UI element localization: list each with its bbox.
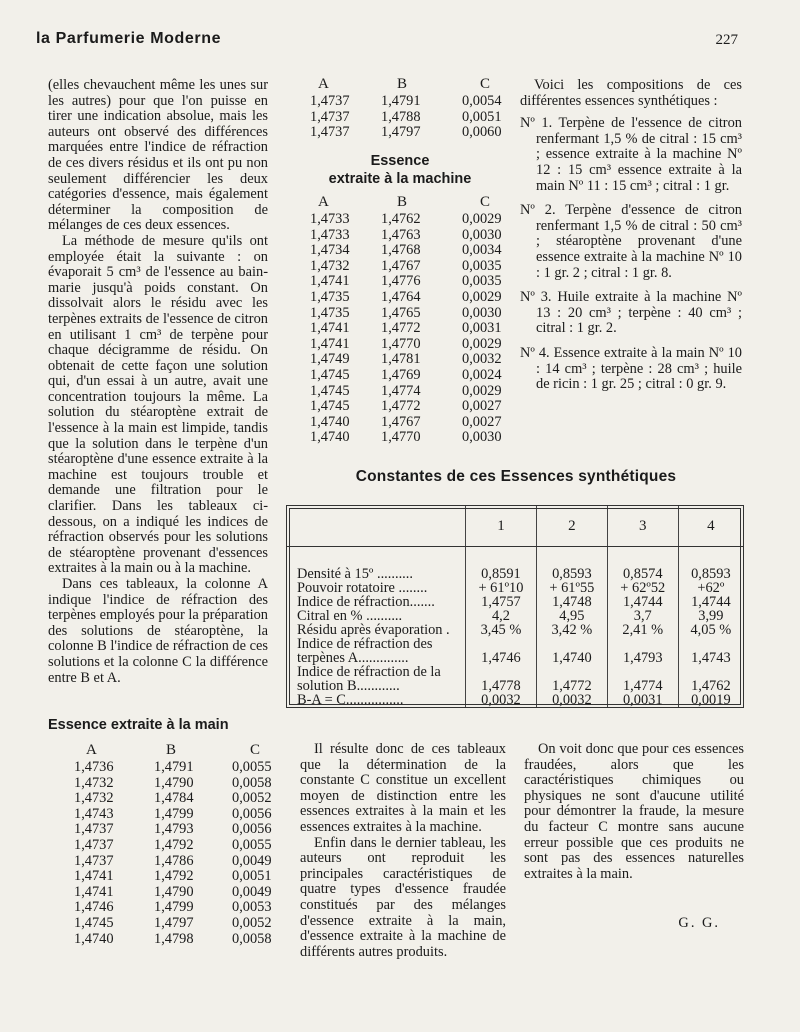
cell-a: 1,4740 — [74, 930, 114, 947]
cell-b: 1,4786 — [154, 852, 194, 869]
cell-a: 1,4745 — [74, 914, 114, 931]
cell-a: 1,4733 — [310, 211, 350, 227]
compositions-list — [520, 78, 742, 402]
cell-b: 1,4784 — [154, 790, 194, 807]
constants-value-1: 0,8591 — [466, 567, 537, 581]
table-row — [74, 916, 310, 932]
constants-row-label: Pouvoir rotatoire ........ — [297, 580, 428, 596]
cell-a: 1,4736 — [74, 759, 114, 775]
constants-value-4: 1,4744 — [678, 595, 743, 609]
table-main-title: Essence extraite à la main — [48, 717, 229, 733]
cell-b: 1,4770 — [381, 335, 421, 352]
cell-c: 0,0054 — [462, 93, 502, 109]
composition-item-4: Nº 4. Essence extraite à la main Nº 10 : 14 cm³ ; terpène : 28 cm³ ; huile de ricin : 1 gr. 25 ; citral : 0 gr. 9. — [520, 344, 742, 393]
constants-col-3: 3 — [607, 506, 678, 547]
cell-b: 1,4798 — [154, 930, 194, 947]
col-c-header: C — [250, 742, 261, 758]
table-row — [310, 399, 540, 415]
composition-item-3: Nº 3. Huile extraite à la machine Nº 13 : 20 cm³ ; terpène : 40 cm³ ; citral : 1 gr. 2. — [520, 289, 742, 337]
table-row — [310, 368, 540, 384]
cell-b: 1,4790 — [154, 883, 194, 900]
cell-c: 0,0049 — [232, 883, 272, 900]
table-row — [310, 110, 540, 126]
table-machine-title — [305, 152, 495, 188]
cell-a: 1,4737 — [74, 821, 114, 838]
col-b-header: B — [397, 194, 408, 210]
constants-value-2: 0,0032 — [536, 693, 607, 707]
cell-c: 0,0051 — [462, 108, 502, 125]
cell-c: 0,0056 — [232, 805, 272, 822]
table-row — [310, 321, 540, 337]
constants-row-label: Indice de réfraction de la solution B............ — [297, 664, 441, 694]
composition-item-2: Nº 2. Terpène d'essence de citron renfermant 1,5 % de citral : 50 cm³ ; stéaroptène provenant d'une essence extraite à la machine Nº 10 : 1 gr. 2 ; citral : 1 gr. 8. — [520, 202, 742, 281]
cell-c: 0,0024 — [462, 366, 502, 383]
cell-b: 1,4792 — [154, 836, 194, 853]
constants-header-row — [287, 506, 743, 547]
table-header-row — [310, 192, 540, 212]
table-row — [310, 228, 540, 244]
constants-col-2: 2 — [536, 506, 607, 547]
constants-value-2: 4,95 — [536, 609, 607, 623]
constants-value-4: 1,4762 — [678, 665, 743, 693]
table-row — [74, 885, 310, 901]
cell-b: 1,4767 — [381, 257, 421, 274]
constants-table-frame — [286, 505, 744, 708]
constants-value-1: + 61º10 — [466, 581, 537, 595]
col-a-header: A — [318, 194, 329, 210]
cell-a: 1,4741 — [310, 273, 350, 290]
cell-c: 0,0030 — [462, 304, 502, 321]
constants-value-2: 1,4772 — [536, 665, 607, 693]
cell-c: 0,0027 — [462, 413, 502, 430]
cell-c: 0,0056 — [232, 821, 272, 838]
table-row — [74, 807, 310, 823]
cell-c: 0,0030 — [462, 226, 502, 243]
bottom-right-text — [524, 742, 744, 932]
constants-row — [287, 581, 743, 595]
cell-c: 0,0055 — [232, 759, 272, 775]
constants-value-3: 0,0031 — [607, 693, 678, 707]
table-row — [310, 274, 540, 290]
cell-c: 0,0058 — [232, 774, 272, 791]
cell-a: 1,4745 — [310, 366, 350, 383]
constants-value-3: 0,8574 — [607, 567, 678, 581]
constants-row — [287, 693, 743, 707]
table-header-row — [74, 740, 310, 760]
cell-b: 1,4774 — [381, 382, 421, 399]
cell-a: 1,4735 — [310, 304, 350, 321]
cell-b: 1,4767 — [381, 413, 421, 430]
cell-a: 1,4737 — [310, 124, 350, 141]
table-row — [74, 869, 310, 885]
cell-b: 1,4791 — [154, 759, 194, 775]
table-row — [310, 243, 540, 259]
cell-b: 1,4772 — [381, 398, 421, 415]
cell-a: 1,4734 — [310, 242, 350, 259]
cell-b: 1,4772 — [381, 320, 421, 337]
cell-c: 0,0035 — [462, 273, 502, 290]
journal-title: la Parfumerie Moderne — [36, 30, 222, 47]
cell-a: 1,4740 — [310, 429, 350, 446]
constants-value-1: 1,4757 — [466, 595, 537, 609]
cell-a: 1,4732 — [74, 790, 114, 807]
cell-c: 0,0053 — [232, 899, 272, 916]
cell-c: 0,0032 — [462, 351, 502, 368]
table-machine-title-line1: Essence — [370, 153, 430, 169]
cell-b: 1,4791 — [381, 93, 421, 109]
col-a-header: A — [86, 742, 97, 758]
cell-c: 0,0060 — [462, 124, 502, 141]
cell-a: 1,4737 — [74, 852, 114, 869]
cell-b: 1,4776 — [381, 273, 421, 290]
constants-value-3: + 62º52 — [607, 581, 678, 595]
cell-a: 1,4740 — [310, 413, 350, 430]
constants-value-3: 2,41 % — [607, 623, 678, 637]
cell-b: 1,4797 — [381, 124, 421, 141]
cell-a: 1,4735 — [310, 288, 350, 305]
cell-c: 0,0052 — [232, 914, 272, 931]
constants-row — [287, 665, 743, 693]
col-b-header: B — [166, 742, 177, 758]
col-c-header: C — [480, 76, 491, 92]
table-row — [310, 384, 540, 400]
constants-value-4: 0,8593 — [678, 567, 743, 581]
cell-c: 0,0029 — [462, 382, 502, 399]
table-row — [310, 290, 540, 306]
cell-c: 0,0049 — [232, 852, 272, 869]
constants-row — [287, 637, 743, 665]
table-row — [74, 822, 310, 838]
col-a-header: A — [318, 76, 329, 92]
table-row — [74, 932, 310, 948]
cell-c: 0,0027 — [462, 398, 502, 415]
table-machine-title-line2: extraite à la machine — [328, 171, 472, 187]
constants-value-3: 1,4744 — [607, 595, 678, 609]
table-hand-extracted — [74, 740, 310, 947]
constants-row — [287, 623, 743, 637]
cell-a: 1,4732 — [310, 257, 350, 274]
cell-a: 1,4743 — [74, 805, 114, 822]
constants-row-label: Citral en % .......... — [297, 608, 403, 624]
constants-value-4: 1,4743 — [678, 637, 743, 665]
left-column-text — [48, 78, 268, 686]
conclusion-paragraph-1: Il résulte donc de ces tableaux que la détermination de la constante C constitue un excellent moyen de distinction entre les essences extraites à la main et les essences extraites à la machine. — [300, 741, 506, 835]
constants-corner-cell — [287, 506, 466, 547]
cell-b: 1,4768 — [381, 242, 421, 259]
cell-c: 0,0052 — [232, 790, 272, 807]
conclusion-paragraph-3: On voit donc que pour ces essences fraudées, alors que les caractéristiques chimiques ou physiques ne sont d'aucune utilité pour démontrer la fraude, la mesure du facteur C montre sans aucune erreur possible que ces produits ne sont pas des essences naturelles extraites à la main. — [524, 741, 744, 882]
cell-a: 1,4737 — [310, 93, 350, 109]
cell-b: 1,4799 — [154, 805, 194, 822]
constants-value-4: 3,99 — [678, 609, 743, 623]
cell-c: 0,0029 — [462, 335, 502, 352]
cell-b: 1,4781 — [381, 351, 421, 368]
cell-b: 1,4764 — [381, 288, 421, 305]
cell-a: 1,4741 — [74, 868, 114, 885]
cell-c: 0,0030 — [462, 429, 502, 446]
cell-c: 0,0031 — [462, 320, 502, 337]
cell-a: 1,4746 — [74, 899, 114, 916]
cell-c: 0,0034 — [462, 242, 502, 259]
constants-value-2: 1,4748 — [536, 595, 607, 609]
constants-value-1: 1,4746 — [466, 637, 537, 665]
table-row — [310, 212, 540, 228]
constants-title: Constantes de ces Essences synthétiques — [355, 468, 677, 485]
constants-row-label: Résidu après évaporation . — [297, 622, 450, 638]
table-row — [310, 337, 540, 353]
table-row — [310, 352, 540, 368]
constants-table — [287, 506, 743, 707]
cell-c: 0,0051 — [232, 868, 272, 885]
table-row — [74, 838, 310, 854]
table-row — [310, 259, 540, 275]
constants-row-label: Indice de réfraction des terpènes A.............. — [297, 636, 433, 666]
constants-row-label: B-A = C................ — [297, 692, 404, 708]
constants-value-2: 0,8593 — [536, 567, 607, 581]
cell-a: 1,4732 — [74, 774, 114, 791]
constants-value-4: 0,0019 — [678, 693, 743, 707]
table-machine-extracted — [310, 192, 540, 446]
table-row — [310, 430, 540, 446]
constants-value-1: 3,45 % — [466, 623, 537, 637]
table-row — [310, 125, 540, 141]
constants-value-1: 0,0032 — [466, 693, 537, 707]
cell-c: 0,0029 — [462, 288, 502, 305]
left-paragraph-2: La méthode de mesure qu'ils ont employée était la suivante : on évaporait 5 cm³ de l'essence au bain-marie jusqu'à poids constant. On dissolvait alors le résidu avec les terpènes extraits de l'essence de citron en utilisant 1 cm³ de terpène pour chaque décigramme de résidu. On obtenait de cette façon une solution qui, d'un essai à un autre, avait une concentration toujours la même. La solution du stéaroptène extrait de l'essence à la main est limpide, tandis que la solution dans le terpène d'un stéaroptène d'une essence extraite à la machine est toujours trouble et demande une filtration pour le clarifier. Dans les tableaux ci-dessous, on a indiqué les indices de réfraction observés pour les solutions de stéaroptène provenant d'essences extraites à la main ou à la machine. — [48, 232, 268, 577]
constants-row — [287, 567, 743, 581]
table-row — [310, 306, 540, 322]
cell-a: 1,4745 — [310, 398, 350, 415]
cell-a: 1,4737 — [310, 108, 350, 125]
constants-value-2: 1,4740 — [536, 637, 607, 665]
cell-c: 0,0055 — [232, 836, 272, 853]
table-row — [74, 854, 310, 870]
constants-row — [287, 609, 743, 623]
table-row — [74, 900, 310, 916]
cell-b: 1,4763 — [381, 226, 421, 243]
conclusion-paragraph-2: Enfin dans le dernier tableau, les auteurs ont reproduit les principales caractéristiques de quatre types d'essence fraudée constitués par des mélanges d'essence extraite à la main, d'essence extraite à la machine de différents autres produits. — [300, 834, 506, 960]
col-c-header: C — [480, 194, 491, 210]
table-row — [74, 791, 310, 807]
cell-a: 1,4733 — [310, 226, 350, 243]
compositions-intro: Voici les compositions de ces différentes essences synthétiques : — [520, 77, 742, 109]
table-row — [74, 760, 310, 776]
constants-col-4: 4 — [678, 506, 743, 547]
cell-a: 1,4745 — [310, 382, 350, 399]
cell-a: 1,4737 — [74, 836, 114, 853]
cell-a: 1,4749 — [310, 351, 350, 368]
cell-b: 1,4799 — [154, 899, 194, 916]
cell-a: 1,4741 — [310, 320, 350, 337]
constants-value-2: 3,42 % — [536, 623, 607, 637]
col-b-header: B — [397, 76, 408, 92]
constants-value-1: 4,2 — [466, 609, 537, 623]
table-hand-continued — [310, 74, 540, 141]
table-row — [310, 415, 540, 431]
constants-value-4: 4,05 % — [678, 623, 743, 637]
cell-b: 1,4765 — [381, 304, 421, 321]
cell-b: 1,4770 — [381, 429, 421, 446]
cell-c: 0,0029 — [462, 211, 502, 227]
cell-a: 1,4741 — [74, 883, 114, 900]
composition-item-1: Nº 1. Terpène de l'essence de citron renfermant 1,5 % de citral : 15 cm³ ; essence extraite à la machine Nº 12 : 15 cm³ essence extraite à la main Nº 11 : 15 cm³ ; citral : 1 gr. — [520, 115, 742, 194]
cell-b: 1,4762 — [381, 211, 421, 227]
constants-value-3: 1,4774 — [607, 665, 678, 693]
cell-c: 0,0035 — [462, 257, 502, 274]
page-number: 227 — [715, 32, 738, 48]
table-header-row — [310, 74, 540, 94]
constants-value-3: 1,4793 — [607, 637, 678, 665]
constants-spacer-row — [287, 547, 743, 568]
constants-value-1: 1,4778 — [466, 665, 537, 693]
bottom-middle-text — [300, 742, 506, 960]
left-paragraph-3: Dans ces tableaux, la colonne A indique l'indice de réfraction des terpènes employés pour la préparation des solutions de stéaroptène, la colonne B l'indice de réfraction de ces solutions et la colonne C la différence entre B et A. — [48, 576, 268, 686]
constants-value-2: + 61º55 — [536, 581, 607, 595]
author-signature: G. G. — [678, 915, 720, 932]
constants-value-3: 3,7 — [607, 609, 678, 623]
cell-b: 1,4769 — [381, 366, 421, 383]
table-row — [74, 776, 310, 792]
left-paragraph-1: (elles chevauchent même les unes sur les autres) pour que l'on puisse en tirer une indication absolue, mais les auteurs ont observé des différences marquées entre l'indice de réfraction de ces divers résidus et ils ont pu non seulement différencier les deux catégories d'essence, mais également déterminer la composition de mélanges de ces deux essences. — [48, 77, 268, 234]
table-row — [310, 94, 540, 110]
cell-b: 1,4790 — [154, 774, 194, 791]
constants-row-label: Densité à 15º .......... — [297, 566, 413, 582]
cell-a: 1,4741 — [310, 335, 350, 352]
constants-col-1: 1 — [466, 506, 537, 547]
constants-row-label: Indice de réfraction....... — [297, 594, 435, 610]
cell-b: 1,4788 — [381, 108, 421, 125]
cell-b: 1,4797 — [154, 914, 194, 931]
cell-b: 1,4793 — [154, 821, 194, 838]
cell-b: 1,4792 — [154, 868, 194, 885]
cell-c: 0,0058 — [232, 930, 272, 947]
constants-row — [287, 595, 743, 609]
constants-value-4: +62º — [678, 581, 743, 595]
